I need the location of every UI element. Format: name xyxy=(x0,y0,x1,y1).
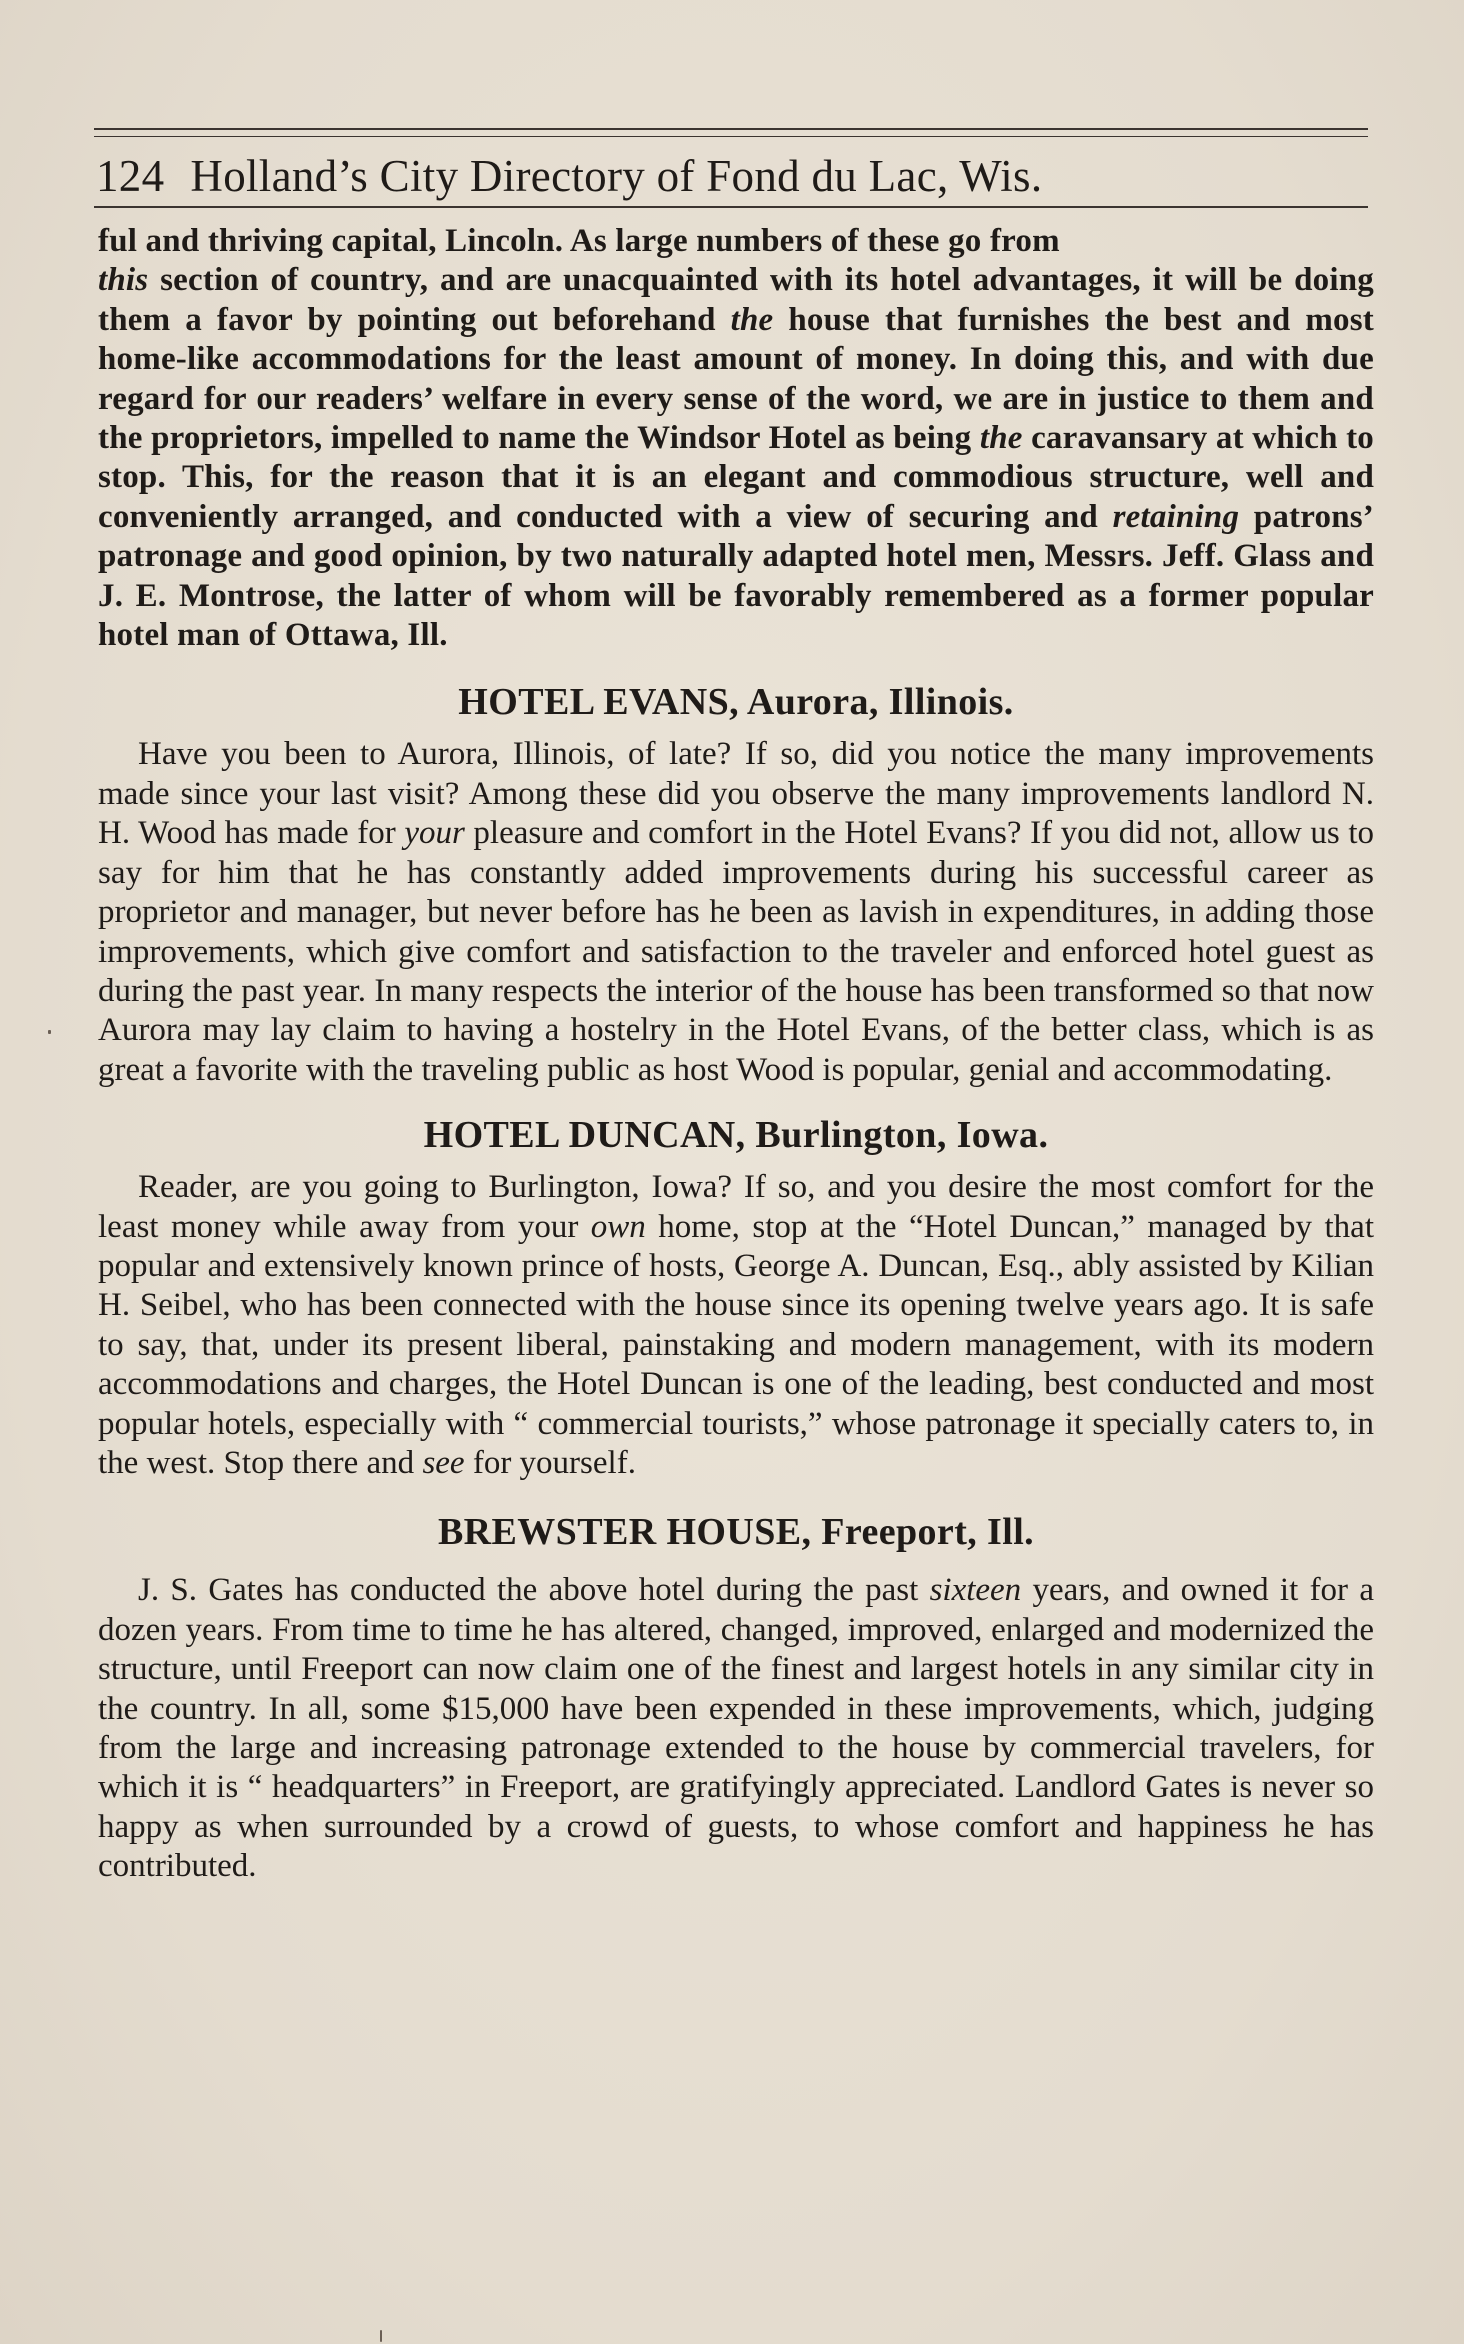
section-heading-brewster-house: BREWSTER HOUSE, Freeport, Ill. xyxy=(437,1511,1035,1554)
running-title: Holland’s City Directory of Fond du Lac, Wis. xyxy=(190,151,1043,201)
page-body xyxy=(98,222,1374,1887)
hotel-evans-paragraph: Have you been to Aurora, Illinois, of late? If so, did you notice the many improvements made since your last visit? Among these did you observe the many improvements landlord N. H. Wood has made for your pleasure and comfort in the Hotel Evans? If you did not, allow us to say for him that he has constantly added improvements during his successful career as proprietor and manager, but never before has he been as lavish in expenditures, in adding those improvements, which give comfort and satisfaction to the traveler and enforced hotel guest as during the past year. In many respects the interior of the house has been transformed so that now Aurora may lay claim to having a hostelry in the Hotel Evans, of the better class, which is as great a favorite with the traveling public as host Wood is popular, genial and accommodating. xyxy=(98,736,1374,1088)
brewster-house-paragraph: J. S. Gates has conducted the above hotel during the past sixteen years, and owned it for a dozen years. From time to time he has altered, changed, improved, enlarged and modernized the structure, until Freeport can now claim one of the finest and largest hotels in any similar city in the country. In all, some $15,000 have been expended in these improvements, which, judging from the large and increasing patronage extended to the house by commercial travelers, for which it is “ headquarters” in Freeport, are gratifyingly appreciated. Landlord Gates is never so happy as when surrounded by a crowd of guests, to whose comfort and happiness he has contributed. xyxy=(98,1572,1375,1885)
section-heading-hotel-evans: HOTEL EVANS, Aurora, Illinois. xyxy=(458,681,1014,724)
header-rule xyxy=(94,206,1368,208)
hotel-duncan-paragraph: Reader, are you going to Burlington, Iowa? If so, and you desire the most comfort for the least money while away from your own home, stop at the “Hotel Duncan,” managed by that popular and extensively known prince of hosts, George A. Duncan, Esq., ably assisted by Kilian H. Seibel, who has been connected with the house since its opening twelve years ago. It is safe to say, that, under its present liberal, painstaking and modern management, with its modern accommodations and charges, the Hotel Duncan is one of the leading, best conducted and most popular hotels, especially with “ commercial tourists,” whose patronage it specially caters to, in the west. Stop there and see for yourself. xyxy=(98,1169,1374,1481)
section-heading-hotel-duncan: HOTEL DUNCAN, Burlington, Iowa. xyxy=(423,1114,1049,1157)
top-double-rule xyxy=(94,128,1368,130)
intro-paragraph: ful and thriving capital, Lincoln. As large numbers of these go from this section of country, and are unacquainted with its hotel advantages, it will be doing them a favor by pointing out beforehand the house that furnishes the best and most home-like accommodations for the least amount of money. In doing this, and with due regard for our readers’ welfare in every sense of the word, we are in justice to them and the proprietors, impelled to name the Windsor Hotel as being the caravansary at which to stop. This, for the reason that it is an elegant and commodious structure, well and conveniently arranged, and conducted with a view of securing and retaining patrons’ patronage and good opinion, by two naturally adapted hotel men, Messrs. Jeff. Glass and J. E. Montrose, the latter of whom will be favorably remembered as a former popular hotel man of Ottawa, Ill. xyxy=(98,223,1374,654)
running-header xyxy=(96,150,1366,202)
top-double-rule-thin xyxy=(94,136,1368,137)
paper-speck xyxy=(380,2330,382,2342)
page-number: 124 xyxy=(96,151,165,201)
paper-speck xyxy=(48,1030,51,1034)
